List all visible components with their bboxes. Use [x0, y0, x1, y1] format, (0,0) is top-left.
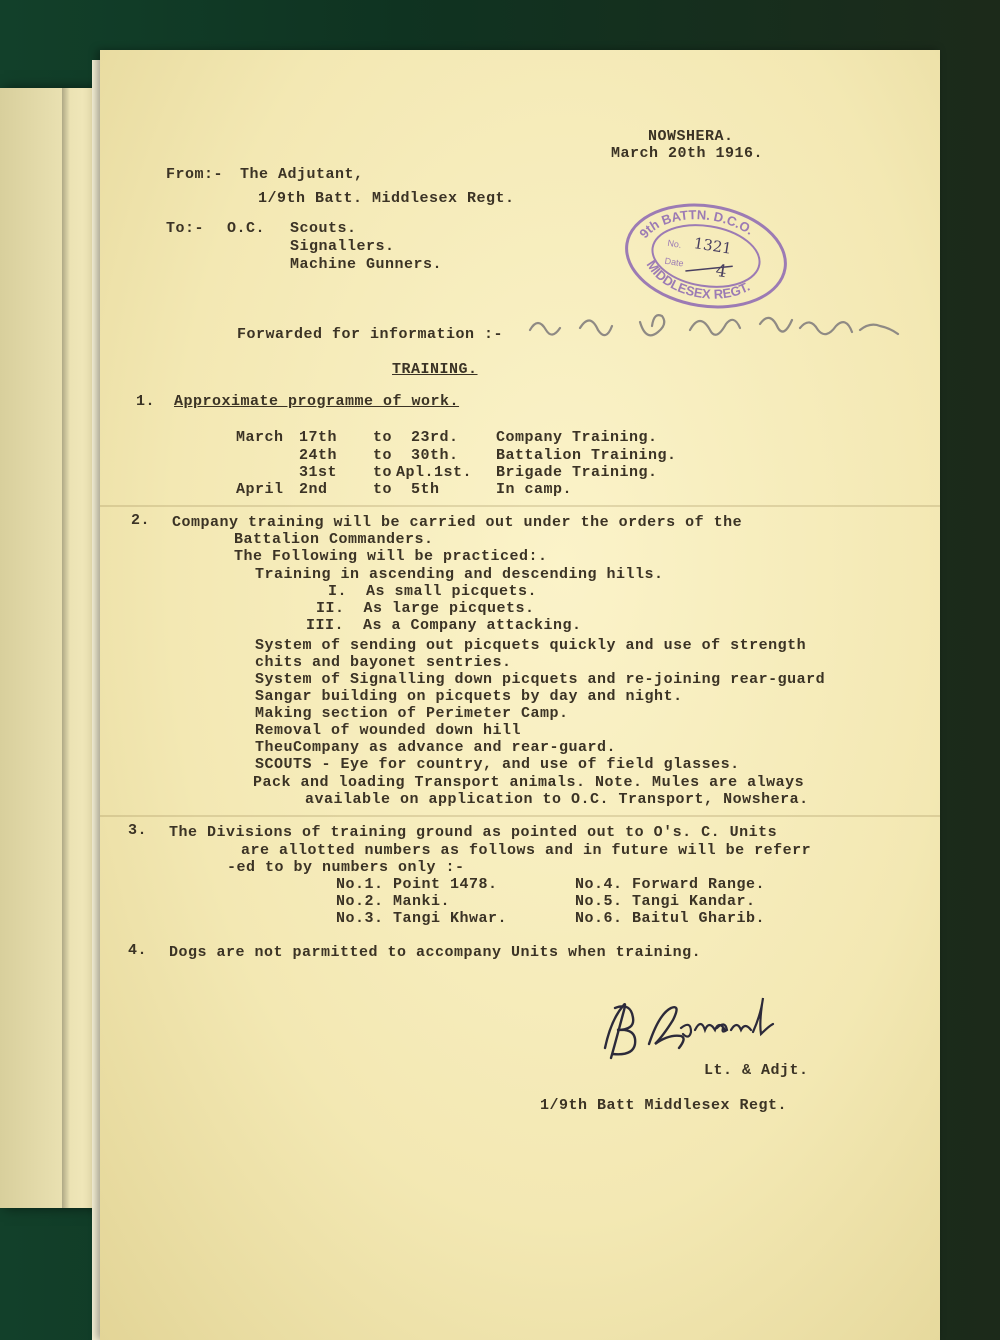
training-ground: No.2. Manki. — [336, 893, 451, 910]
from-line-1: The Adjutant, — [240, 166, 364, 183]
from-line-2: 1/9th Batt. Middlesex Regt. — [258, 190, 515, 207]
stamp-date-value: 4 — [714, 260, 729, 283]
schedule-activity: Company Training. — [496, 429, 658, 446]
header-place: NOWSHERA. — [648, 128, 734, 145]
section-4-text: Dogs are not parmitted to accompany Units when training. — [169, 944, 702, 961]
section-2-line: TheuCompany as advance and rear-guard. — [255, 739, 617, 756]
section-3-line: The Divisions of training ground as pointed out to O's. C. Units — [169, 824, 778, 841]
section-2-line: Sangar building on picquets by day and night. — [255, 688, 683, 705]
book-fold — [62, 88, 70, 1208]
section-1-heading: Approximate programme of work. — [174, 393, 460, 410]
section-2-line: II. As large picquets. — [316, 600, 535, 617]
schedule-from: 31st — [299, 464, 338, 481]
training-ground: No.1. Point 1478. — [336, 876, 498, 893]
section-4-number: 4. — [128, 942, 148, 959]
forwarded-line: Forwarded for information :- — [237, 326, 504, 343]
schedule-to: 23rd. — [411, 429, 459, 446]
stamp-date-label: Date — [663, 255, 685, 269]
schedule-to-word: to — [373, 481, 393, 498]
section-2-line: available on application to O.C. Transport, Nowshera. — [305, 791, 809, 808]
section-2-line: SCOUTS - Eye for country, and use of field glasses. — [255, 756, 740, 773]
section-2-line: chits and bayonet sentries. — [255, 654, 512, 671]
schedule-month: April — [236, 481, 284, 498]
schedule-to-word: to — [373, 447, 393, 464]
to-oc: O.C. — [227, 220, 266, 237]
section-1-number: 1. — [136, 393, 156, 410]
signatory-unit: 1/9th Batt Middlesex Regt. — [540, 1097, 788, 1114]
stamp-no-label: No. — [666, 237, 683, 250]
recipient: Machine Gunners. — [290, 256, 443, 273]
schedule-from: 17th — [299, 429, 338, 446]
schedule-to-word: to — [373, 429, 393, 446]
section-2-line: System of Signalling down picquets and re-joining rear-guard — [255, 671, 826, 688]
from-label: From:- — [166, 166, 224, 183]
section-3-number: 3. — [128, 822, 148, 839]
to-label: To:- — [166, 220, 205, 237]
section-2-line: System of sending out picquets quickly and use of strength — [255, 637, 807, 654]
schedule-to: Apl.1st. — [396, 464, 473, 481]
section-3-line: -ed to by numbers only :- — [227, 859, 465, 876]
schedule-to-word: to — [373, 464, 393, 481]
schedule-from: 2nd — [299, 481, 328, 498]
section-2-line: III. As a Company attacking. — [306, 617, 582, 634]
schedule-to: 5th — [411, 481, 440, 498]
section-2-number: 2. — [131, 512, 151, 529]
stamp-no-value: 1321 — [692, 234, 734, 258]
document-title: TRAINING. — [392, 361, 478, 378]
schedule-to: 30th. — [411, 447, 459, 464]
adjutant-signature — [585, 988, 800, 1068]
training-ground: No.3. Tangi Khwar. — [336, 910, 508, 927]
stamp-bottom-text: MIDDLESEX REGT. — [643, 257, 753, 302]
section-2-line: The Following will be practiced:. — [234, 548, 548, 565]
section-2-line: Training in ascending and descending hills. — [255, 566, 664, 583]
section-2-line: Pack and loading Transport animals. Note. Mules are always — [253, 774, 805, 791]
section-2-line: Battalion Commanders. — [234, 531, 434, 548]
paper-crease — [100, 505, 940, 507]
header-date: March 20th 1916. — [611, 145, 764, 162]
section-2-line: Removal of wounded down hill — [255, 722, 522, 739]
recipient: Scouts. — [290, 220, 357, 237]
training-ground: No.4. Forward Range. — [575, 876, 766, 893]
schedule-activity: Battalion Training. — [496, 447, 677, 464]
section-2-line: I. As small picquets. — [328, 583, 538, 600]
schedule-month: March — [236, 429, 284, 446]
schedule-from: 24th — [299, 447, 338, 464]
pencil-marginal-note — [520, 300, 910, 352]
signatory-rank: Lt. & Adjt. — [704, 1062, 809, 1079]
training-ground: No.6. Baitul Gharib. — [575, 910, 766, 927]
schedule-activity: Brigade Training. — [496, 464, 658, 481]
recipient: Signallers. — [290, 238, 395, 255]
section-2-line: Making section of Perimeter Camp. — [255, 705, 569, 722]
section-2-line: Company training will be carried out under the orders of the — [172, 514, 743, 531]
schedule-activity: In camp. — [496, 481, 573, 498]
stamp-top-text: 9th BATTN. D.C.O. — [636, 207, 757, 242]
section-3-line: are allotted numbers as follows and in future will be referr — [241, 842, 812, 859]
paper-crease — [100, 815, 940, 817]
training-ground: No.5. Tangi Kandar. — [575, 893, 756, 910]
